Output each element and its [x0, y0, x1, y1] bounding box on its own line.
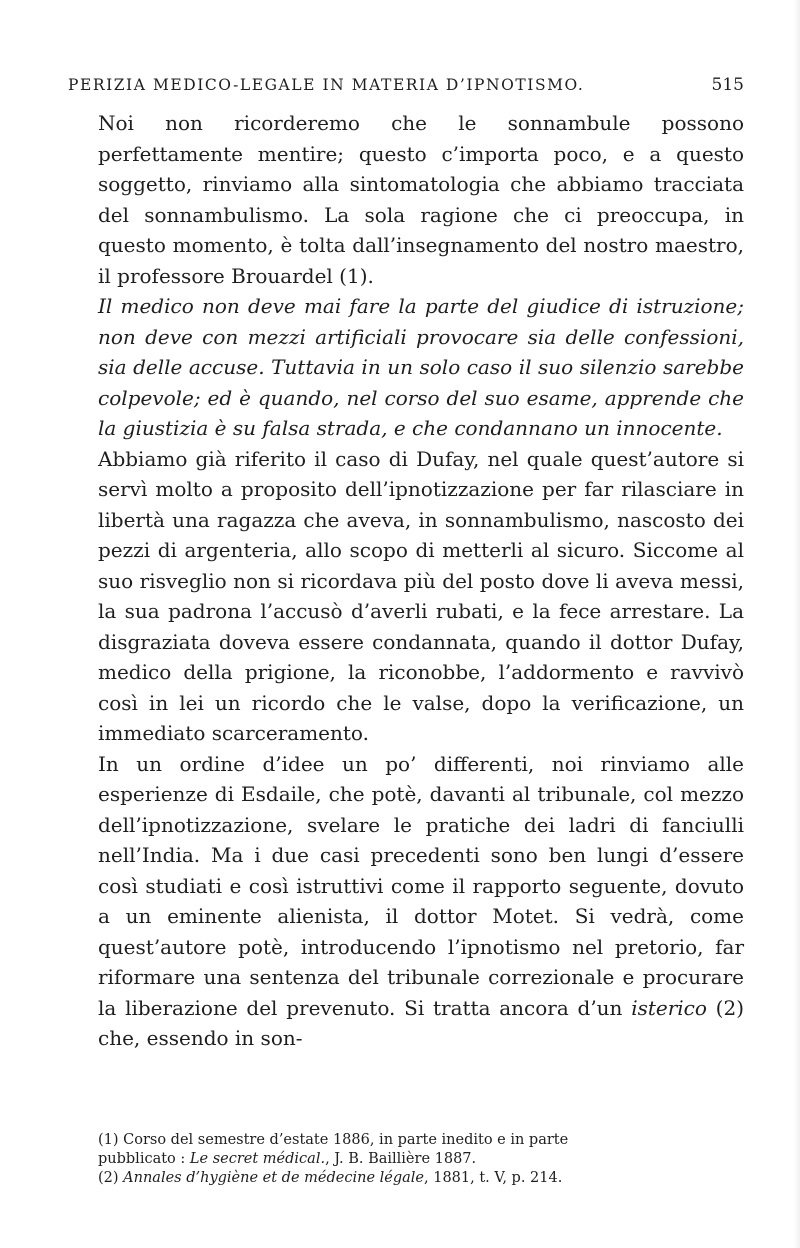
running-head [68, 76, 744, 100]
paragraph-4-italic: isterico [631, 995, 707, 1020]
footnote-1-line-2 [98, 1150, 744, 1169]
paragraph-3: Abbiamo già riferito il caso di Dufay, nel quale quest’autore si servì molto a proposito dell’ipnotizzazione per far rilasciare in libertà una ragazza che aveva, in sonnambulismo, nascosto dei pezzi di argenteria, allo scopo di metterli al sicuro. Siccome al suo risveglio non si ricordava più del posto dove li aveva messi, la sua padrona l’accusò d’averli rubati, e la fece arrestare. La disgraziata doveva essere condannata, quando il dottor Dufay, medico della prigione, la riconobbe, l’addormento e ravvivò così in lei un ricordo che le valse, dopo la verificazione, un immediato scarceramento. [98, 446, 744, 745]
footnote-2-title: Annales d’hygiène et de médecine légale [123, 1170, 425, 1186]
italic-quote: Il medico non deve mai fare la parte del giudice di istruzione; non deve con mezzi artificiali provocare sia delle confessioni, sia delle accuse. Tuttavia in un solo caso il suo silenzio sarebbe colpevole; ed è quando, nel corso del suo esame, apprende che la giustizia è su falsa strada, e che condannano un innocente. [98, 294, 744, 440]
page-edge-shadow [794, 0, 800, 1248]
footnote-2-marker: (2) [98, 1170, 124, 1186]
paragraph-4-text: In un ordine d’idee un po’ differenti, noi rinviamo alle esperienze di Esdaile, che potè, davanti al tribunale, col mezzo dell’ipnotizzazione, svelare le pratiche dei ladri di fanciulli nell’India. Ma i due casi precedenti sono ben lungi d’essere così studiati e così istruttivi come il rapporto seguente, dovuto a un eminente alienista, il dottor Motet. Si vedrà, come quest’autore potè, introducendo l’ipnotismo nel pretorio, far riformare una sentenza del tribunale correzionale e procurare la liberazione del prevenuto. Si tratta ancora d’un [98, 751, 744, 1020]
footnotes [98, 1131, 744, 1188]
running-title: PERIZIA MEDICO-LEGALE IN MATERIA D’IPNOTISMO. [68, 76, 585, 94]
footnote-2-suffix: , 1881, t. V, p. 214. [424, 1170, 563, 1186]
footnote-1-prefix: pubblicato : [98, 1151, 190, 1167]
paragraph-2-italic-quote [98, 291, 744, 444]
paragraph-4 [98, 749, 744, 1054]
paragraph-1: Noi non ricorderemo che le sonnambule possono perfettamente mentire; questo c’importa poco, e a questo soggetto, rinviamo alla sintomatologia che abbiamo tracciata del sonnambulismo. La sola ragione che ci preoccupa, in questo momento, è tolta dall’insegnamento del nostro maestro, il professore Brouardel (1). [98, 111, 744, 288]
footnote-1-suffix: , J. B. Baillière 1887. [325, 1151, 477, 1167]
footnote-1-line-1: (1) Corso del semestre d’estate 1886, in parte inedito e in parte [98, 1132, 569, 1148]
body-text [98, 108, 744, 1054]
paragraph-4-tail: (2) che, essendo in son- [98, 995, 744, 1050]
page-number: 515 [711, 75, 744, 95]
footnote-1-title: Le secret médical. [189, 1151, 326, 1167]
footnote-2 [98, 1169, 744, 1188]
